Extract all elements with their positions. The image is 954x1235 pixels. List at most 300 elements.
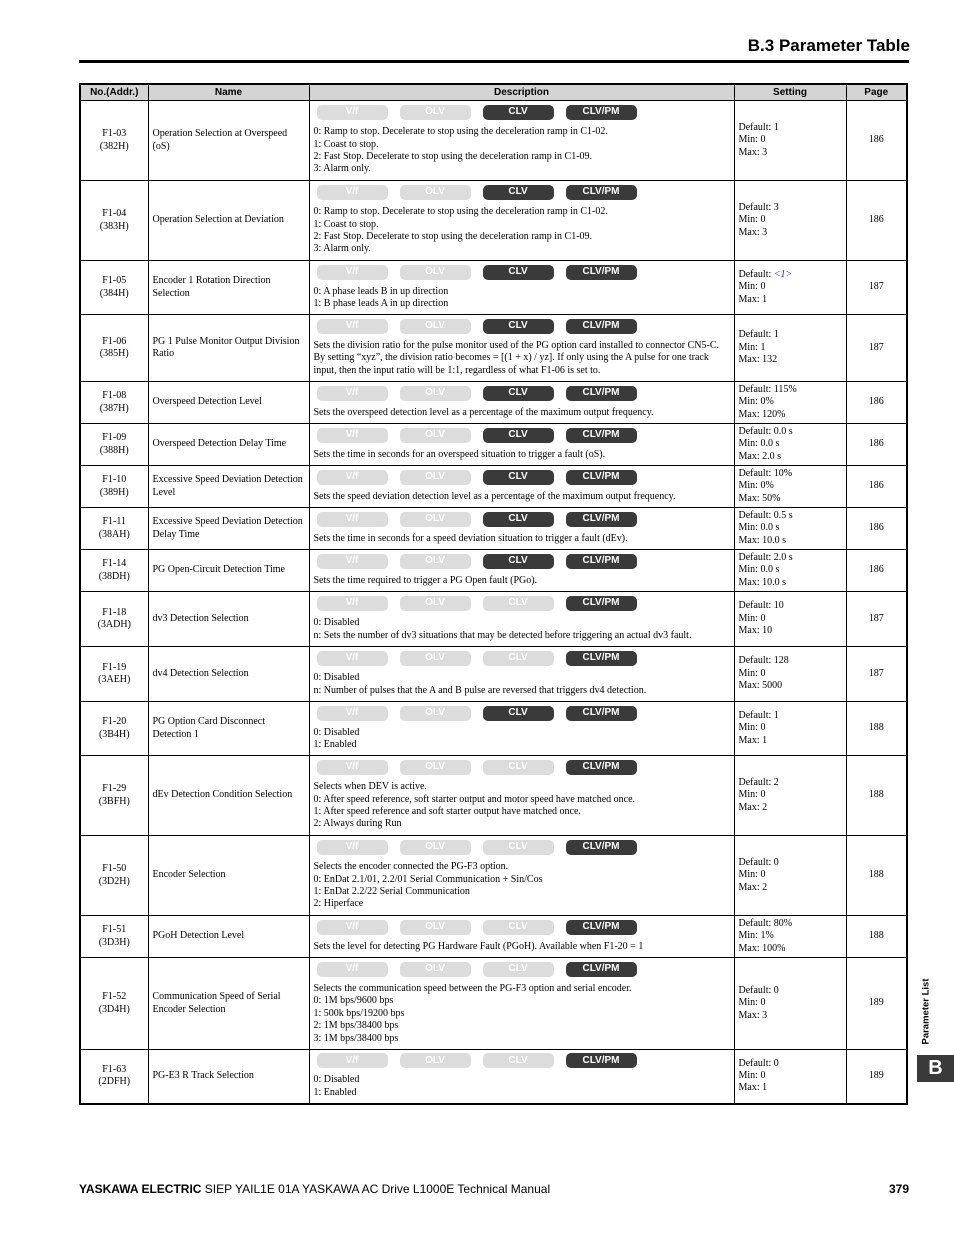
- param-description: [309, 1050, 734, 1104]
- param-number-cell: [80, 1050, 148, 1104]
- control-mode-badge: V/f: [317, 265, 388, 280]
- footer-brand: YASKAWA ELECTRIC: [79, 1182, 202, 1196]
- table-row: [80, 466, 907, 508]
- param-description: [309, 916, 734, 958]
- table-row: [80, 261, 907, 315]
- max-value: 3: [762, 146, 768, 158]
- param-name: PG-E3 R Track Selection: [148, 1050, 309, 1104]
- table-row: [80, 508, 907, 550]
- setting-default: [739, 857, 842, 869]
- param-number-cell: [80, 958, 148, 1050]
- control-mode-badge: V/f: [317, 596, 388, 611]
- max-label: Max:: [738, 354, 763, 366]
- default-value: 2.0 s: [773, 551, 793, 563]
- control-mode-badge: OLV: [400, 840, 471, 855]
- param-number-cell: [80, 836, 148, 916]
- setting-min: [739, 480, 842, 492]
- description-line: 1: After speed reference and soft starter output have matched once.: [313, 806, 581, 817]
- min-label: Min:: [738, 789, 761, 801]
- param-address: (389H): [99, 486, 129, 498]
- table-row: [80, 550, 907, 592]
- param-number-cell: [80, 466, 148, 508]
- control-mode-badge: CLV/PM: [566, 962, 637, 977]
- setting-max: [739, 680, 842, 692]
- page-reference: 189: [846, 958, 907, 1050]
- default-label: Default:: [738, 1057, 774, 1069]
- description-line: Sets the level for detecting PG Hardware Fault (PGoH). Available when F1-20 = 1: [313, 940, 644, 952]
- table-row: [80, 315, 907, 382]
- setting-default: [739, 269, 842, 281]
- page-reference: 187: [846, 261, 907, 315]
- param-name: Encoder Selection: [148, 836, 309, 916]
- min-label: Min:: [738, 930, 761, 942]
- table-row: [80, 424, 907, 466]
- control-mode-badge: CLV: [483, 470, 554, 485]
- description-line: 0: EnDat 2.1/01, 2.2/01 Serial Communication + Sin/Cos: [313, 873, 543, 885]
- setting-min: [739, 134, 842, 146]
- control-mode-badge: CLV: [483, 386, 554, 401]
- description-line: Sets the overspeed detection level as a percentage of the maximum output frequency.: [313, 406, 654, 418]
- param-address: (38AH): [98, 528, 130, 540]
- footnote-ref: <1>: [773, 268, 793, 280]
- max-label: Max:: [738, 293, 763, 305]
- param-address: (3D2H): [98, 875, 130, 887]
- control-mode-badge: CLV/PM: [566, 651, 637, 666]
- control-mode-badges: [317, 760, 730, 775]
- default-value: 80%: [773, 917, 793, 929]
- max-label: Max:: [738, 625, 763, 637]
- setting-max: [739, 943, 842, 955]
- param-number-cell: [80, 101, 148, 181]
- default-value: 3: [773, 201, 779, 213]
- default-label: Default:: [738, 551, 774, 563]
- description-line: 0: A phase leads B in up direction: [313, 285, 449, 297]
- max-value: 2.0 s: [762, 450, 782, 462]
- parameter-table: [79, 83, 908, 1105]
- min-label: Min:: [738, 341, 761, 353]
- control-mode-badge: CLV: [483, 760, 554, 775]
- param-number-cell: [80, 508, 148, 550]
- max-label: Max:: [738, 801, 763, 813]
- param-description: [309, 958, 734, 1050]
- control-mode-badge: CLV/PM: [566, 428, 637, 443]
- param-address: (3AEH): [98, 674, 131, 685]
- control-mode-badge: CLV/PM: [566, 265, 637, 280]
- param-address: (3D4H): [98, 1003, 130, 1015]
- min-value: 0: [760, 612, 766, 624]
- max-value: 1: [762, 293, 768, 305]
- default-label: Default:: [738, 425, 774, 437]
- param-address: (3D3H): [98, 936, 130, 948]
- max-label: Max:: [738, 1009, 763, 1021]
- min-label: Min:: [738, 869, 761, 881]
- default-label: Default:: [738, 856, 774, 868]
- description-line: 0: Ramp to stop. Decelerate to stop using the deceleration ramp in C1-02.: [313, 206, 608, 218]
- min-label: Min:: [738, 438, 761, 450]
- param-setting: [734, 756, 846, 836]
- param-number-cell: [80, 550, 148, 592]
- default-label: Default:: [738, 509, 774, 521]
- page-reference: 188: [846, 756, 907, 836]
- param-number-cell: [80, 702, 148, 756]
- param-number: F1-04: [102, 208, 127, 220]
- page-reference: 186: [846, 382, 907, 424]
- control-mode-badge: OLV: [400, 706, 471, 721]
- param-description: [309, 466, 734, 508]
- param-setting: [734, 592, 846, 647]
- param-description: [309, 382, 734, 424]
- setting-max: [739, 451, 842, 463]
- setting-max: [739, 147, 842, 159]
- control-mode-badge: CLV: [483, 512, 554, 527]
- description-line: 2: Hiperface: [313, 898, 364, 910]
- description-line: 0: Disabled: [313, 1074, 360, 1086]
- param-setting: [734, 550, 846, 592]
- table-header-row: [80, 84, 907, 101]
- description-line: 0: Disabled: [313, 726, 360, 738]
- param-setting: [734, 916, 846, 958]
- control-mode-badge: V/f: [317, 386, 388, 401]
- param-number-cell: [80, 756, 148, 836]
- page-reference: 187: [846, 647, 907, 702]
- param-name: dv4 Detection Selection: [148, 647, 309, 702]
- param-setting: [734, 958, 846, 1050]
- setting-default: [739, 985, 842, 997]
- param-number: F1-10: [102, 474, 127, 486]
- control-mode-badge: V/f: [317, 428, 388, 443]
- max-label: Max:: [738, 146, 763, 158]
- param-number: F1-08: [102, 390, 127, 402]
- description-line: Sets the speed deviation detection level as a percentage of the maximum output frequency.: [313, 490, 676, 502]
- min-value: 1: [760, 341, 766, 353]
- description-line: Sets the time required to trigger a PG Open fault (PGo).: [313, 574, 538, 586]
- min-value: 0: [760, 997, 766, 1009]
- default-value: 115%: [773, 383, 797, 395]
- param-address: (3B4H): [98, 728, 130, 740]
- param-name: Overspeed Detection Delay Time: [148, 424, 309, 466]
- param-setting: [734, 261, 846, 315]
- max-label: Max:: [738, 492, 763, 504]
- page-reference: 187: [846, 592, 907, 647]
- control-mode-badges: [317, 840, 730, 855]
- param-number: F1-50: [102, 863, 127, 875]
- description-line: 1: Enabled: [313, 1086, 357, 1098]
- control-mode-badge: CLV: [483, 840, 554, 855]
- appendix-tab: B: [917, 1055, 954, 1082]
- table-row: [80, 756, 907, 836]
- page-reference: 186: [846, 101, 907, 181]
- control-mode-badges: [317, 596, 730, 611]
- default-label: Default:: [738, 467, 774, 479]
- control-mode-badges: [317, 386, 730, 401]
- setting-min: [739, 396, 842, 408]
- param-number: F1-63: [102, 1063, 127, 1075]
- min-value: 0: [760, 1070, 766, 1082]
- setting-min: [739, 930, 842, 942]
- param-number: F1-20: [102, 716, 127, 728]
- param-number: F1-11: [102, 516, 127, 528]
- description-line: Sets the time in seconds for a speed deviation situation to trigger a fault (dEv).: [313, 532, 628, 544]
- page-reference: 187: [846, 315, 907, 382]
- min-value: 0.0 s: [760, 522, 780, 534]
- description-line: 0: After speed reference, soft starter output and motor speed have matched once.: [313, 793, 636, 805]
- control-mode-badge: OLV: [400, 962, 471, 977]
- param-setting: [734, 466, 846, 508]
- control-mode-badge: CLV: [483, 265, 554, 280]
- param-number: F1-14: [102, 558, 127, 570]
- param-description: [309, 702, 734, 756]
- param-name: Communication Speed of Serial Encoder Selection: [148, 958, 309, 1050]
- col-header-no: No.(Addr.): [80, 84, 148, 101]
- setting-default: [739, 468, 842, 480]
- setting-max: [739, 354, 842, 366]
- description-line: n: Sets the number of dv3 situations that may be detected before triggering an actual dv3 fault.: [313, 629, 692, 641]
- description-line: Selects the communication speed between the PG-F3 option and serial encoder.: [313, 982, 632, 994]
- setting-max: [739, 802, 842, 814]
- setting-default: [739, 384, 842, 396]
- param-setting: [734, 181, 846, 261]
- min-value: 0%: [760, 480, 774, 492]
- col-header-name: Name: [148, 84, 309, 101]
- description-line: 2: Fast Stop. Decelerate to stop using the deceleration ramp in C1-09.: [313, 231, 593, 242]
- side-section-label-text: Parameter List: [920, 977, 932, 1045]
- param-setting: [734, 382, 846, 424]
- setting-min: [739, 281, 842, 293]
- page-reference: 186: [846, 466, 907, 508]
- control-mode-badges: [317, 651, 730, 666]
- max-value: 100%: [762, 942, 786, 954]
- min-label: Min:: [738, 480, 761, 492]
- param-name: dv3 Detection Selection: [148, 592, 309, 647]
- param-number-cell: [80, 592, 148, 647]
- default-label: Default:: [738, 655, 774, 667]
- control-mode-badges: [317, 1053, 730, 1068]
- max-value: 132: [762, 354, 778, 366]
- param-number-cell: [80, 424, 148, 466]
- setting-min: [739, 668, 842, 680]
- param-setting: [734, 424, 846, 466]
- control-mode-badge: CLV: [483, 596, 554, 611]
- control-mode-badge: OLV: [400, 760, 471, 775]
- param-description: [309, 101, 734, 181]
- control-mode-badge: OLV: [400, 319, 471, 334]
- param-number: F1-06: [102, 335, 127, 347]
- default-label: Default:: [738, 600, 774, 612]
- default-value: 0.5 s: [773, 509, 793, 521]
- description-line: 0: Disabled: [313, 617, 360, 629]
- param-setting: [734, 836, 846, 916]
- description-line: 1: Coast to stop.: [313, 218, 379, 230]
- control-mode-badge: OLV: [400, 470, 471, 485]
- setting-default: [739, 918, 842, 930]
- control-mode-badge: OLV: [400, 1053, 471, 1068]
- description-line: 1: 500k bps/19200 bps: [313, 1007, 405, 1019]
- section-title: B.3 Parameter Table: [747, 36, 910, 55]
- control-mode-badges: [317, 185, 730, 200]
- default-value: 0: [773, 856, 779, 868]
- page-reference: 186: [846, 550, 907, 592]
- setting-max: [739, 493, 842, 505]
- setting-max: [739, 1082, 842, 1094]
- page-reference: 189: [846, 1050, 907, 1104]
- max-label: Max:: [738, 942, 763, 954]
- param-number-cell: [80, 181, 148, 261]
- default-label: Default:: [738, 917, 774, 929]
- control-mode-badge: CLV/PM: [566, 319, 637, 334]
- control-mode-badge: CLV/PM: [566, 554, 637, 569]
- default-label: Default:: [738, 329, 774, 341]
- control-mode-badge: CLV: [483, 185, 554, 200]
- setting-max: [739, 535, 842, 547]
- footer-doc-title: SIEP YAIL1E 01A YASKAWA AC Drive L1000E Technical Manual: [201, 1182, 551, 1196]
- setting-default: [739, 600, 842, 612]
- default-label: Default:: [738, 776, 774, 788]
- control-mode-badge: V/f: [317, 760, 388, 775]
- control-mode-badge: CLV/PM: [566, 840, 637, 855]
- default-value: 128: [773, 655, 789, 667]
- max-value: 5000: [762, 680, 783, 692]
- param-number: F1-51: [102, 924, 127, 936]
- description-line: 3: Alarm only.: [313, 243, 371, 255]
- param-number-cell: [80, 315, 148, 382]
- param-setting: [734, 315, 846, 382]
- param-description: [309, 315, 734, 382]
- control-mode-badges: [317, 706, 730, 721]
- setting-default: [739, 122, 842, 134]
- param-address: (3ADH): [97, 619, 131, 630]
- param-number: F1-05: [102, 275, 127, 287]
- max-value: 10: [762, 625, 773, 637]
- description-line: 3: Alarm only.: [313, 163, 371, 175]
- table-row: [80, 181, 907, 261]
- max-label: Max:: [738, 408, 763, 420]
- control-mode-badge: CLV/PM: [566, 760, 637, 775]
- setting-min: [739, 613, 842, 625]
- page-reference: 188: [846, 836, 907, 916]
- setting-default: [739, 202, 842, 214]
- param-setting: [734, 702, 846, 756]
- control-mode-badges: [317, 920, 730, 935]
- param-number-cell: [80, 647, 148, 702]
- default-label: Default:: [738, 383, 774, 395]
- control-mode-badge: OLV: [400, 512, 471, 527]
- footer-page-number: 379: [888, 1182, 909, 1196]
- control-mode-badge: V/f: [317, 512, 388, 527]
- header-rule: [79, 60, 909, 63]
- control-mode-badge: V/f: [317, 706, 388, 721]
- param-setting: [734, 508, 846, 550]
- table-row: [80, 702, 907, 756]
- setting-default: [739, 329, 842, 341]
- setting-default: [739, 710, 842, 722]
- setting-default: [739, 510, 842, 522]
- default-value: 1: [773, 329, 779, 341]
- page-reference: 188: [846, 916, 907, 958]
- default-value: 0.0 s: [773, 425, 793, 437]
- description-line: 1: Enabled: [313, 739, 357, 750]
- control-mode-badge: CLV/PM: [566, 470, 637, 485]
- description-line: 0: Disabled: [313, 672, 360, 684]
- param-name: Overspeed Detection Level: [148, 382, 309, 424]
- control-mode-badges: [317, 428, 730, 443]
- control-mode-badge: CLV: [483, 651, 554, 666]
- min-label: Min:: [738, 522, 761, 534]
- param-name: Excessive Speed Deviation Detection Level: [148, 466, 309, 508]
- param-number: F1-52: [102, 991, 127, 1003]
- param-number-cell: [80, 382, 148, 424]
- min-label: Min:: [738, 722, 761, 734]
- control-mode-badges: [317, 962, 730, 977]
- param-description: [309, 261, 734, 315]
- control-mode-badge: V/f: [317, 920, 388, 935]
- param-address: (384H): [99, 287, 129, 299]
- control-mode-badge: CLV: [483, 706, 554, 721]
- default-label: Default:: [738, 984, 774, 996]
- page-reference: 186: [846, 181, 907, 261]
- param-number-cell: [80, 916, 148, 958]
- param-name: PGoH Detection Level: [148, 916, 309, 958]
- setting-default: [739, 426, 842, 438]
- setting-min: [739, 438, 842, 450]
- max-label: Max:: [738, 881, 763, 893]
- control-mode-badge: OLV: [400, 105, 471, 120]
- max-value: 3: [762, 1009, 768, 1021]
- default-value: 0: [773, 1057, 779, 1069]
- control-mode-badge: CLV: [483, 554, 554, 569]
- max-value: 3: [762, 226, 768, 238]
- param-address: (3BFH): [98, 795, 130, 807]
- min-value: 0: [760, 281, 766, 293]
- setting-min: [739, 522, 842, 534]
- control-mode-badge: V/f: [317, 470, 388, 485]
- param-number: F1-18: [102, 606, 127, 618]
- control-mode-badge: V/f: [317, 1053, 388, 1068]
- min-value: 0: [760, 789, 766, 801]
- control-mode-badge: V/f: [317, 554, 388, 569]
- control-mode-badges: [317, 265, 730, 280]
- param-description: [309, 181, 734, 261]
- control-mode-badge: V/f: [317, 651, 388, 666]
- control-mode-badge: CLV/PM: [566, 185, 637, 200]
- description-line: 3: 1M bps/38400 bps: [313, 1032, 399, 1044]
- setting-default: [739, 552, 842, 564]
- param-name: PG 1 Pulse Monitor Output Division Ratio: [148, 315, 309, 382]
- param-name: Encoder 1 Rotation Direction Selection: [148, 261, 309, 315]
- col-header-description: Description: [309, 84, 734, 101]
- min-value: 0%: [760, 396, 774, 408]
- setting-default: [739, 655, 842, 667]
- description-line: Sets the time in seconds for an overspeed situation to trigger a fault (oS).: [313, 448, 606, 460]
- min-value: 0: [760, 134, 766, 146]
- setting-min: [739, 564, 842, 576]
- control-mode-badge: CLV/PM: [566, 706, 637, 721]
- max-value: 1: [762, 1082, 768, 1094]
- param-number: F1-19: [102, 661, 127, 673]
- min-label: Min:: [738, 997, 761, 1009]
- min-label: Min:: [738, 1070, 761, 1082]
- description-line: n: Number of pulses that the A and B pulse are reversed that triggers dv4 detection.: [313, 684, 647, 696]
- control-mode-badge: V/f: [317, 105, 388, 120]
- min-value: 0: [760, 214, 766, 226]
- control-mode-badge: CLV/PM: [566, 105, 637, 120]
- setting-max: [739, 882, 842, 894]
- default-value: 2: [773, 776, 779, 788]
- table-row: [80, 101, 907, 181]
- col-header-page: Page: [846, 84, 907, 101]
- control-mode-badge: CLV/PM: [566, 386, 637, 401]
- default-label: Default:: [738, 201, 774, 213]
- min-label: Min:: [738, 214, 761, 226]
